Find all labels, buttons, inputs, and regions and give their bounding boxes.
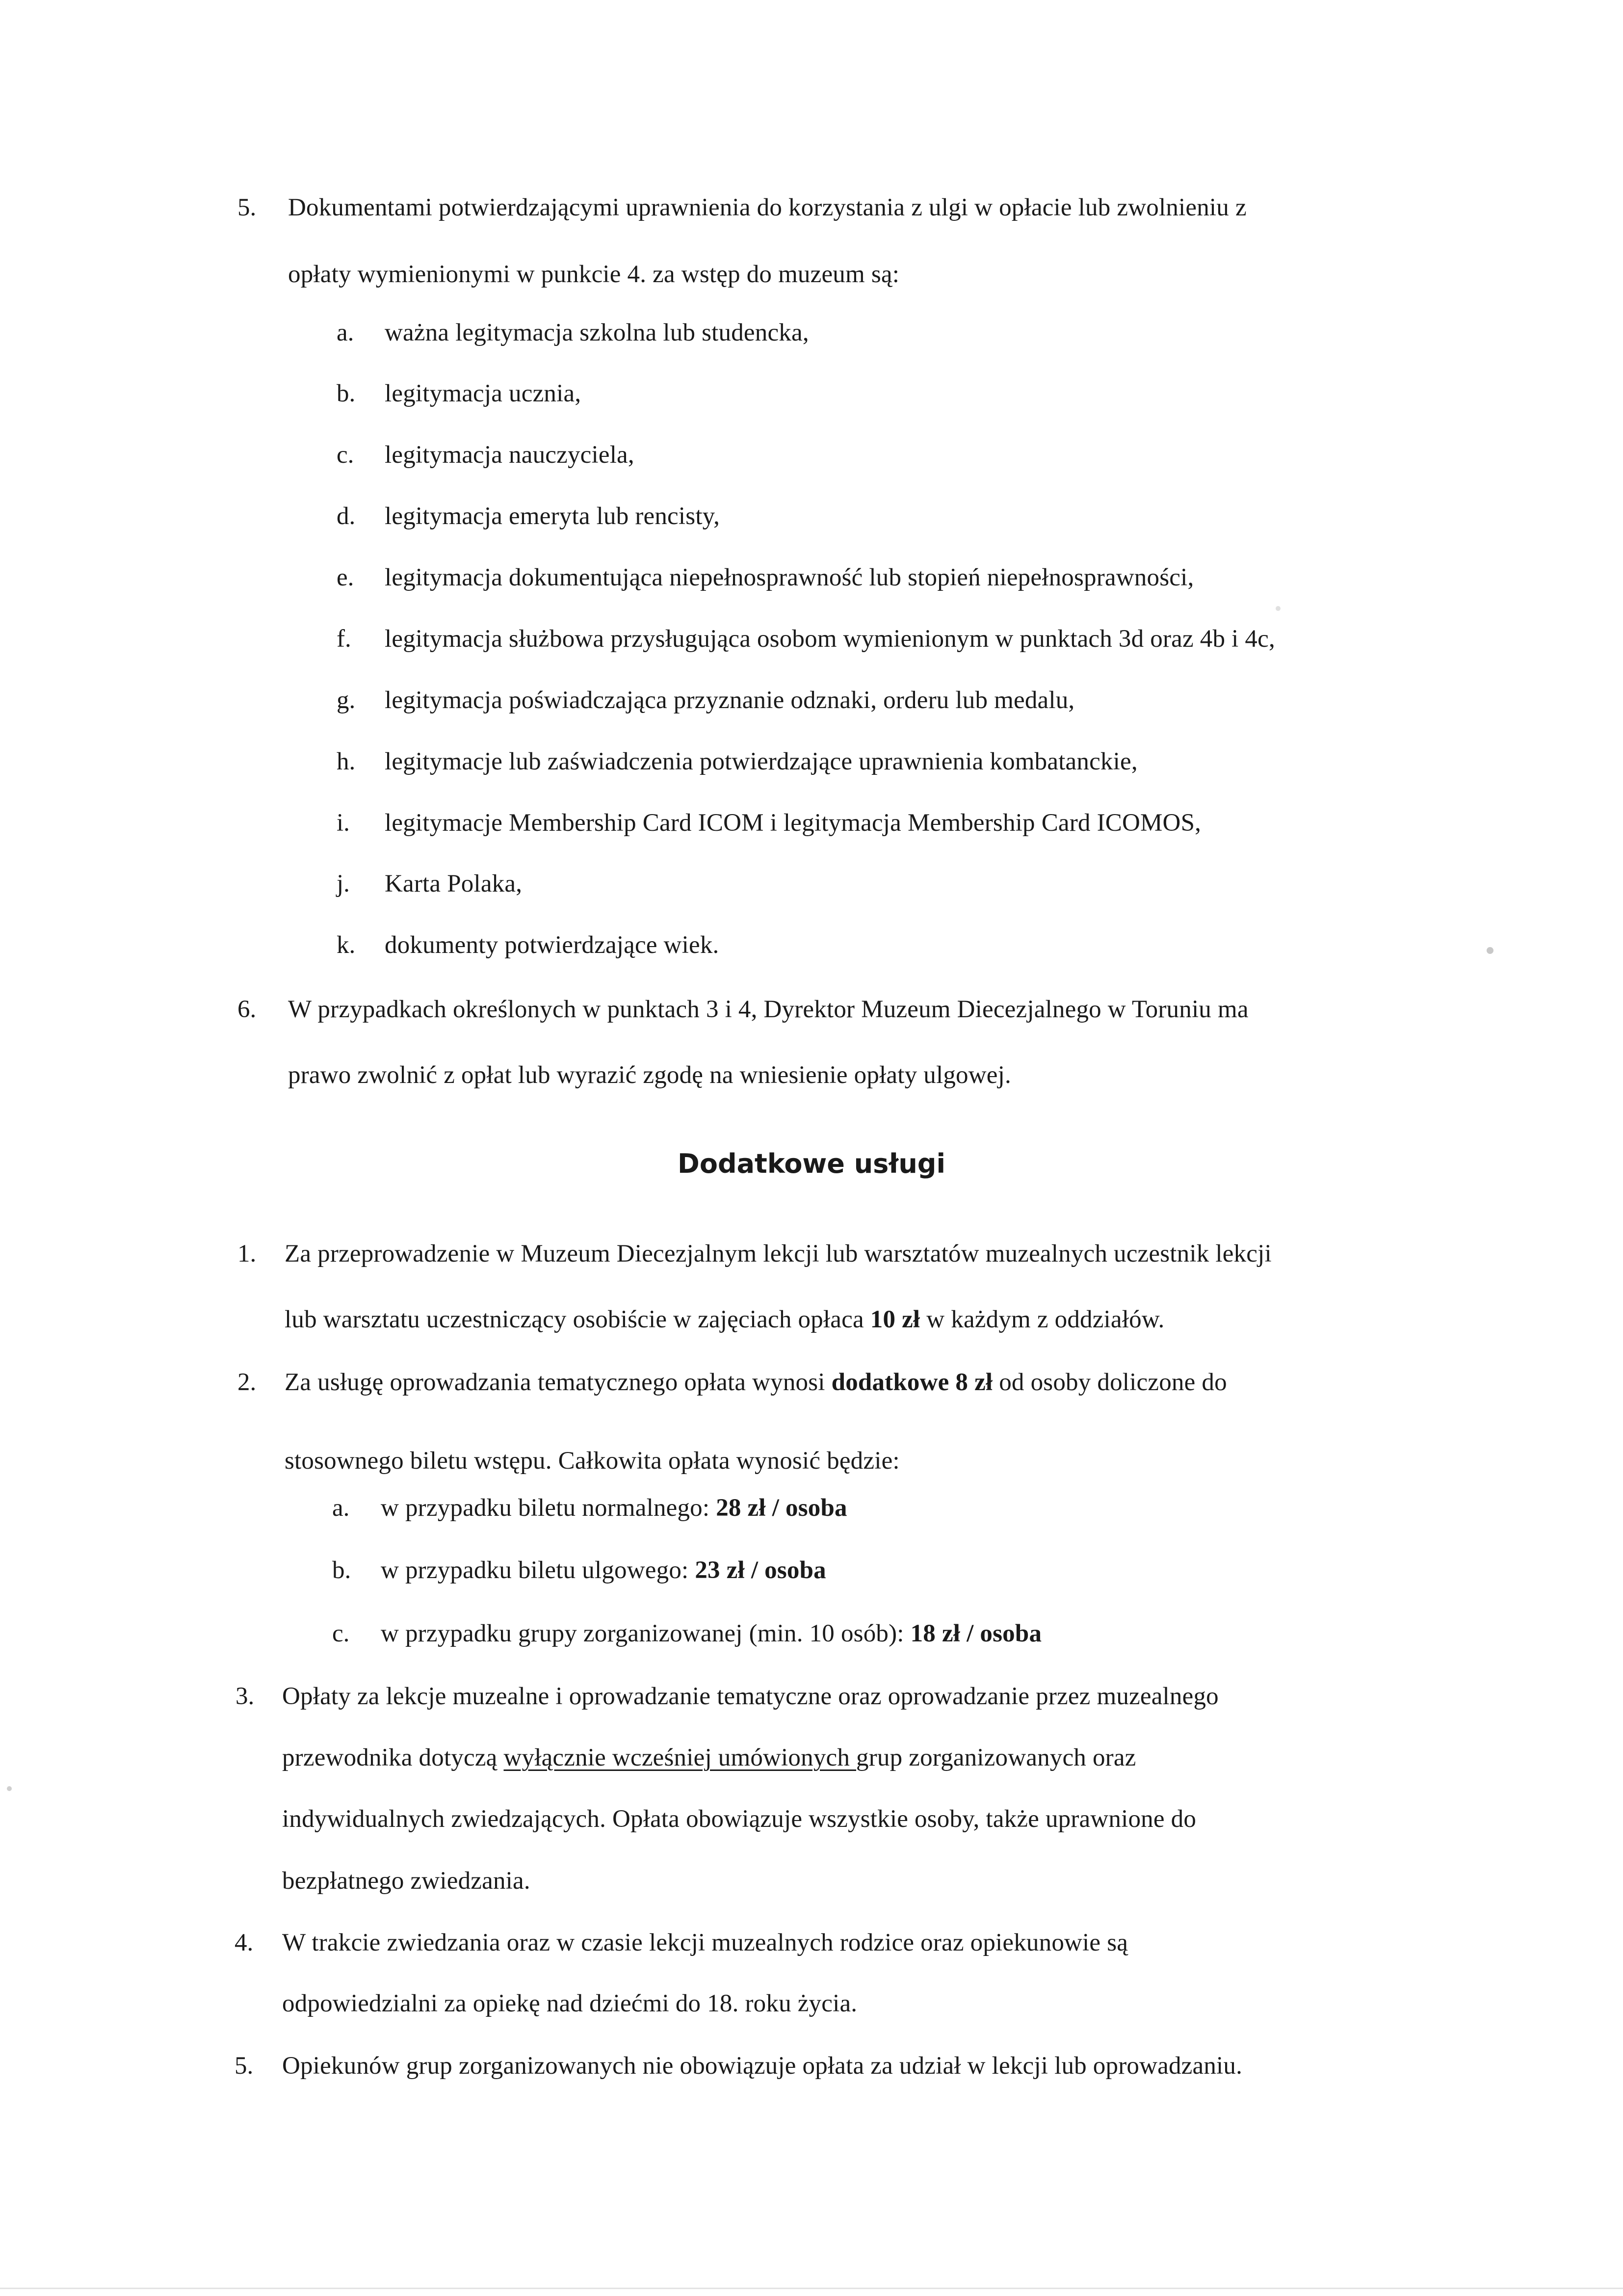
sublist-item: legitymacja nauczyciela,	[385, 441, 634, 469]
list-number: 5.	[237, 194, 257, 221]
sublist-letter: g.	[337, 686, 356, 714]
sublist-item: dokumenty potwierdzające wiek.	[385, 931, 719, 959]
paragraph-line: lub warsztatu uczestniczący osobiście w zajęciach opłaca 10 zł w każdym z oddziałów.	[285, 1306, 1165, 1333]
paragraph-line: Za przeprowadzenie w Muzeum Diecezjalnym lekcji lub warsztatów muzealnych uczestnik lekcji	[285, 1240, 1272, 1267]
sublist-letter: b.	[337, 380, 356, 407]
sublist-letter: c.	[337, 441, 354, 469]
paragraph-line: przewodnika dotyczą wyłącznie wcześniej umówionych grup zorganizowanych oraz	[282, 1744, 1136, 1771]
price-text: 23 zł / osoba	[695, 1557, 826, 1584]
price-text: dodatkowe 8 zł	[831, 1369, 993, 1396]
sublist-item: legitymacja emeryta lub rencisty,	[385, 502, 720, 530]
paragraph-line: Dokumentami potwierdzającymi uprawnienia do korzystania z ulgi w opłacie lub zwolnieniu z	[288, 194, 1247, 221]
paragraph-line: bezpłatnego zwiedzania.	[282, 1867, 530, 1895]
paragraph-line: opłaty wymienionymi w punkcie 4. za wstęp do muzeum są:	[288, 261, 900, 288]
sublist-letter: k.	[337, 931, 356, 959]
sublist-letter: e.	[337, 564, 354, 591]
paragraph-line: odpowiedzialni za opiekę nad dziećmi do 18. roku życia.	[282, 1990, 858, 2017]
list-number: 6.	[237, 996, 257, 1023]
scan-speck	[1487, 947, 1493, 954]
paragraph-line: indywidualnych zwiedzających. Opłata obowiązuje wszystkie osoby, także uprawnione do	[282, 1805, 1197, 1833]
price-text: 28 zł / osoba	[716, 1494, 847, 1522]
sublist-item: legitymacja poświadczająca przyznanie odznaki, orderu lub medalu,	[385, 686, 1075, 714]
sublist-letter: j.	[337, 870, 350, 897]
sublist-letter: h.	[337, 748, 356, 775]
sublist-item: w przypadku biletu normalnego: 28 zł / osoba	[381, 1494, 847, 1522]
paragraph-line: Za usługę oprowadzania tematycznego opłata wynosi dodatkowe 8 zł od osoby doliczone do	[285, 1369, 1227, 1396]
sublist-item: legitymacje Membership Card ICOM i legitymacja Membership Card ICOMOS,	[385, 809, 1202, 837]
sublist-item: w przypadku biletu ulgowego: 23 zł / osoba	[381, 1557, 826, 1584]
sublist-item: legitymacja dokumentująca niepełnosprawność lub stopień niepełnosprawności,	[385, 564, 1194, 591]
paragraph-line: W trakcie zwiedzania oraz w czasie lekcji muzealnych rodzice oraz opiekunowie są	[282, 1929, 1128, 1956]
sublist-letter: i.	[337, 809, 350, 837]
sublist-item: legitymacja służbowa przysługująca osobom wymienionym w punktach 3d oraz 4b i 4c,	[385, 625, 1275, 653]
sublist-letter: c.	[332, 1620, 350, 1647]
scan-edge	[0, 2288, 1623, 2289]
sublist-item: legitymacja ucznia,	[385, 380, 581, 407]
scan-speck	[7, 1786, 12, 1791]
paragraph-line: stosownego biletu wstępu. Całkowita opłata wynosić będzie:	[285, 1447, 900, 1475]
list-number: 3.	[236, 1683, 255, 1710]
paragraph-line: Opłaty za lekcje muzealne i oprowadzanie tematyczne oraz oprowadzanie przez muzealnego	[282, 1683, 1219, 1710]
sublist-letter: f.	[337, 625, 351, 653]
paragraph-line: W przypadkach określonych w punktach 3 i 4, Dyrektor Muzeum Diecezjalnego w Toruniu ma	[288, 996, 1249, 1023]
sublist-item: ważna legitymacja szkolna lub studencka,	[385, 319, 809, 346]
sublist-letter: d.	[337, 502, 356, 530]
sublist-item: legitymacje lub zaświadczenia potwierdzające uprawnienia kombatanckie,	[385, 748, 1138, 775]
underlined-text: wyłącznie wcześniej umówionych	[503, 1744, 857, 1771]
paragraph-line: Opiekunów grup zorganizowanych nie obowiązuje opłata za udział w lekcji lub oprowadzaniu.	[282, 2052, 1243, 2080]
sublist-item: w przypadku grupy zorganizowanej (min. 10 osób): 18 zł / osoba	[381, 1620, 1042, 1647]
scan-speck	[1276, 606, 1281, 611]
list-number: 2.	[237, 1369, 257, 1396]
list-number: 5.	[235, 2052, 254, 2080]
section-heading: Dodatkowe usługi	[678, 1148, 945, 1179]
sublist-letter: b.	[332, 1557, 351, 1584]
price-text: 10 zł	[870, 1306, 920, 1333]
sublist-item: Karta Polaka,	[385, 870, 523, 897]
list-number: 1.	[237, 1240, 257, 1267]
list-number: 4.	[235, 1929, 254, 1956]
paragraph-line: prawo zwolnić z opłat lub wyrazić zgodę na wniesienie opłaty ulgowej.	[288, 1061, 1011, 1089]
sublist-letter: a.	[332, 1494, 350, 1522]
price-text: 18 zł / osoba	[910, 1620, 1042, 1647]
sublist-letter: a.	[337, 319, 354, 346]
